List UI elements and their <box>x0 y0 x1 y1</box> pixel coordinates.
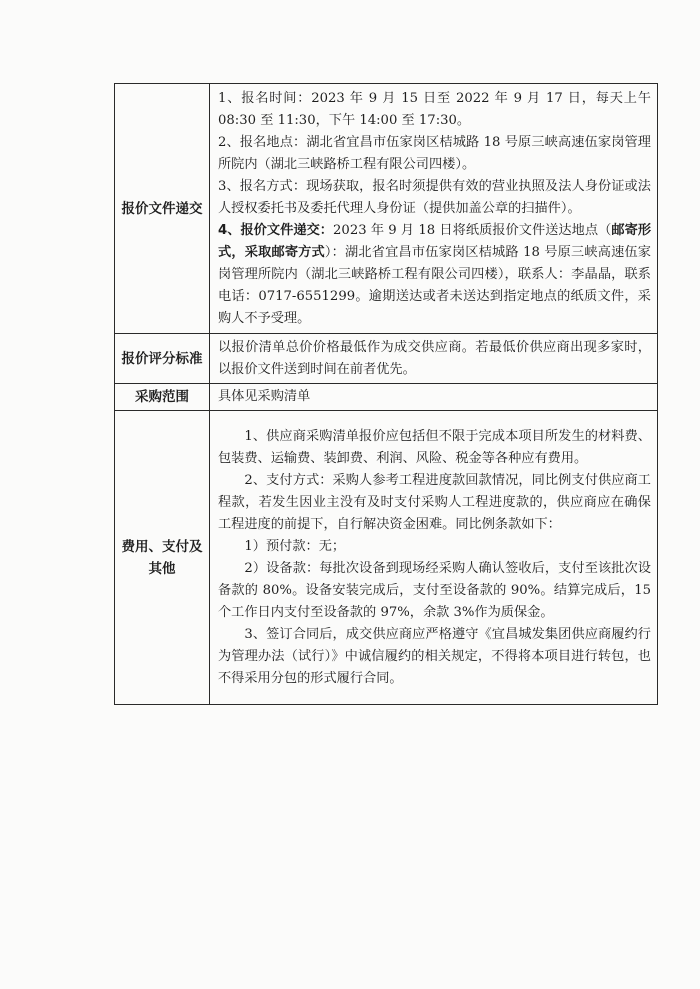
submission-item-4-prefix: 4、报价文件递交： <box>218 222 334 238</box>
fees-content <box>210 411 658 705</box>
submission-item-1: 1、报名时间：2023 年 9 月 15 日至 2022 年 9 月 17 日，每天上午 08:30 至 11:30，下午 14:00 至 17:30。 <box>218 90 651 128</box>
scope-content <box>210 384 658 411</box>
procurement-info-table <box>114 83 658 705</box>
submission-content <box>210 84 658 334</box>
fees-label-line-1: 费用、支付及 <box>121 538 203 555</box>
evaluation-content <box>210 334 658 384</box>
submission-label: 报价文件递交 <box>115 84 210 334</box>
submission-item-2: 2、报名地点：湖北省宜昌市伍家岗区桔城路 18 号原三峡高速伍家岗管理所院内（湖北三峡路桥工程有限公司四楼）。 <box>218 134 651 172</box>
evaluation-text: 以报价清单总价价格最低作为成交供应商。若最低价供应商出现多家时，以报价文件送到时间在前者优先。 <box>218 339 651 377</box>
table-row <box>115 334 658 384</box>
submission-item-4-middle: 2023 年 9 月 18 日将纸质报价文件送达地点（ <box>333 222 612 238</box>
table-row <box>115 84 658 334</box>
table-row <box>115 411 658 705</box>
fees-paragraph-5: 3、签订合同后，成交供应商应严格遵守《宜昌城发集团供应商履约行为管理办法（试行）》中诚信履约的相关规定，不得将本项目进行转包，也不得采用分包的形式履行合同。 <box>218 626 651 686</box>
fees-paragraph-2: 2、支付方式：采购人参考工程进度款回款情况，同比例支付供应商工程款，若发生因业主没有及时支付采购人工程进度款的，供应商应在确保工程进度的前提下，自行解决资金困难。同比例条款如下： <box>218 472 651 532</box>
fees-paragraph-4: 2）设备款：每批次设备到现场经采购人确认签收后，支付至该批次设备款的 80%。设备安装完成后，支付至设备款的 90%。结算完成后，15 个工作日内支付至设备款的 97%，余款 3%作为质保金。 <box>218 560 651 620</box>
scope-label: 采购范围 <box>115 384 210 411</box>
scope-text: 具体见采购清单 <box>218 389 311 404</box>
submission-item-3: 3、报名方式：现场获取，报名时须提供有效的营业执照及法人身份证或法人授权委托书及委托代理人身份证（提供加盖公章的扫描件）。 <box>218 178 651 216</box>
evaluation-label: 报价评分标准 <box>115 334 210 384</box>
submission-item-4 <box>218 220 651 330</box>
submission-item-4-emphasis: 邮寄形式，采取邮寄方式 <box>218 222 652 260</box>
fees-label <box>115 411 210 705</box>
table-row <box>115 384 658 411</box>
fees-label-line-2: 其他 <box>148 560 176 577</box>
submission-item-4-suffix: ）：湖北省宜昌市伍家岗区桔城路 18 号原三峡高速伍家岗管理所院内（湖北三峡路桥工程有限公司四楼），联系人：李晶晶，联系电话：0717-6551299。逾期送达或者未送达到指定地点的纸质文件，采购人不予受理。 <box>218 244 651 326</box>
fees-paragraph-1: 1、供应商采购清单报价应包括但不限于完成本项目所发生的材料费、包装费、运输费、装卸费、利润、风险、税金等各种应有费用。 <box>218 428 651 466</box>
fees-paragraph-3: 1）预付款：无； <box>244 538 346 554</box>
